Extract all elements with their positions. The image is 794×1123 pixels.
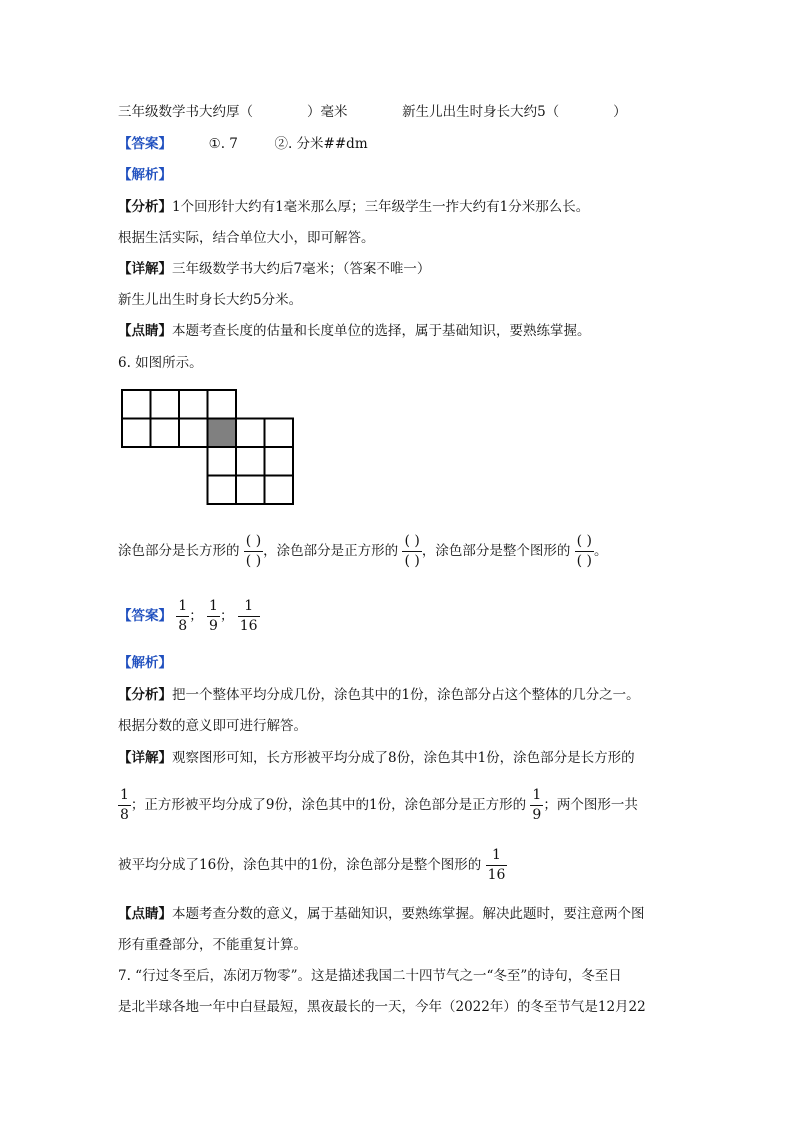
q6-xiangjie-fraction-2 — [530, 786, 543, 825]
separator: ； — [189, 608, 203, 624]
q6-fenxi-text-2: 根据分数的意义即可进行解答。 — [118, 718, 307, 734]
numerator: 1 — [118, 786, 131, 806]
q5-fenxi-line-2 — [118, 228, 375, 248]
q6-fill-text-1: 涂色部分是长方形的 — [118, 543, 240, 559]
q6-blank-fraction-3[interactable] — [575, 532, 594, 571]
q5-dianjing-text: 本题考查长度的估量和长度单位的选择，属于基础知识，要熟练掌握。 — [172, 323, 591, 339]
q5-dianjing-label: 【点睛】 — [118, 323, 172, 339]
q6-title — [118, 353, 203, 373]
q6-dianjing-text: 本题考查分数的意义，属于基础知识，要熟练掌握。解决此题时，要注意两个图 — [172, 906, 645, 922]
grid-cell — [236, 419, 265, 448]
grid-cell — [122, 419, 151, 448]
q5-fenxi-line — [118, 197, 589, 217]
q6-xiangjie-fraction-1 — [118, 786, 131, 825]
blank-numerator: ( ) — [402, 532, 421, 552]
q5-xiangjie-line — [118, 259, 430, 279]
q6-fill-text-2: ，涂色部分是正方形的 — [263, 543, 399, 559]
denominator: 8 — [178, 618, 188, 634]
q6-xiangjie-line-2 — [118, 786, 638, 825]
q6-fenxi-line — [118, 685, 640, 705]
numerator: 1 — [207, 597, 220, 617]
numerator: 1 — [238, 597, 260, 617]
q6-grid-figure — [120, 388, 300, 510]
grid-cell — [265, 419, 294, 448]
q5-prompt-a: 三年级数学书大约厚（ ）毫米 — [118, 104, 348, 120]
q5-fenxi-text-2: 根据生活实际，结合单位大小，即可解答。 — [118, 230, 375, 246]
q5-xiangjie-line-2 — [118, 290, 302, 310]
q6-fill-text-3: ，涂色部分是整个图形的 — [421, 543, 571, 559]
q6-xiangjie-text-1: 观察图形可知，长方形被平均分成了8份，涂色其中1份，涂色部分是长方形的 — [172, 750, 635, 766]
blank-denominator: ( ) — [245, 553, 262, 569]
grid-cell — [179, 390, 208, 419]
q6-answer-label: 【答案】 — [118, 608, 172, 624]
q6-xiangjie-line — [118, 748, 635, 768]
q5-answer-1: ①. 7 — [208, 136, 238, 152]
denominator: 16 — [239, 618, 258, 634]
grid-cell-shaded — [208, 419, 237, 448]
q5-xiangjie-text: 三年级数学书大约后7毫米；（答案不唯一） — [172, 261, 431, 277]
denominator: 9 — [209, 618, 218, 634]
q6-xiangjie-fraction-3 — [486, 846, 508, 885]
q7-text-1: 7. “行过冬至后，冻闭万物零”。这是描述我国二十四节气之一“冬至”的诗句，冬至日 — [118, 968, 622, 984]
grid-cell — [122, 390, 151, 419]
q5-fenxi-text: 1个回形针大约有1毫米那么厚；三年级学生一拃大约有1分米那么长。 — [172, 199, 590, 215]
grid-cell — [208, 447, 237, 476]
grid-cell — [236, 447, 265, 476]
denominator: 8 — [120, 807, 129, 823]
q6-answer-fraction-1 — [176, 597, 189, 636]
blank-numerator: ( ) — [575, 532, 594, 552]
grid-cell — [265, 447, 294, 476]
blank-denominator: ( ) — [404, 553, 420, 569]
q6-fenxi-line-2 — [118, 716, 307, 736]
q6-fill-line — [118, 532, 608, 571]
q7-text-2: 是北半球各地一年中白昼最短，黑夜最长的一天，今年（2022年）的冬至节气是12月22 — [118, 999, 646, 1015]
q6-title-text: 6. 如图所示。 — [118, 355, 203, 371]
grid-cell — [208, 390, 237, 419]
grid-cell — [151, 390, 180, 419]
q6-xiangjie-text-3: ；两个图形一共 — [543, 797, 638, 813]
q7-line-1 — [118, 966, 622, 986]
q5-dianjing-line — [118, 321, 591, 341]
grid-cell — [179, 419, 208, 448]
q5-prompt-line — [118, 102, 627, 122]
q6-dianjing-label: 【点睛】 — [118, 906, 172, 922]
q6-answer-fraction-3 — [238, 597, 260, 636]
denominator: 9 — [532, 807, 542, 823]
q6-xiangjie-text-4: 被平均分成了16份，涂色其中的1份，涂色部分是整个图形的 — [118, 857, 482, 873]
q5-analysis-label: 【解析】 — [118, 167, 172, 183]
q6-dianjing-line-2 — [118, 935, 307, 955]
q6-dianjing-line — [118, 904, 645, 924]
blank-denominator: ( ) — [576, 553, 593, 569]
numerator: 1 — [530, 786, 543, 806]
q5-answer-line — [118, 134, 368, 154]
q6-xiangjie-line-3 — [118, 846, 507, 885]
q5-answer-2: ②. 分米##dm — [274, 136, 368, 152]
q6-blank-fraction-1[interactable] — [244, 532, 263, 571]
q5-answer-label: 【答案】 — [118, 136, 172, 152]
grid-cell — [265, 476, 294, 505]
q5-analysis-line — [118, 165, 172, 185]
grid-cell — [208, 476, 237, 505]
q6-analysis-label: 【解析】 — [118, 655, 172, 671]
q6-answer-fraction-2 — [207, 597, 220, 636]
grid-cell — [151, 419, 180, 448]
q7-line-2 — [118, 997, 646, 1017]
q6-dianjing-text-2: 形有重叠部分，不能重复计算。 — [118, 937, 307, 953]
q6-fill-end: 。 — [594, 543, 608, 559]
separator: ； — [219, 608, 234, 624]
q6-fenxi-text: 把一个整体平均分成几份，涂色其中的1份，涂色部分占这个整体的几分之一。 — [172, 687, 640, 703]
numerator: 1 — [486, 846, 508, 866]
q6-blank-fraction-2[interactable] — [402, 532, 421, 571]
q5-prompt-b: 新生儿出生时身长大约5（ ） — [402, 104, 627, 120]
q6-answer-line — [118, 597, 260, 636]
q6-fenxi-label: 【分析】 — [118, 687, 172, 703]
q6-xiangjie-label: 【详解】 — [118, 750, 172, 766]
grid-cell — [236, 476, 265, 505]
q6-xiangjie-text-2: ；正方形被平均分成了9份，涂色其中的1份，涂色部分是正方形的 — [130, 797, 527, 813]
q5-fenxi-label: 【分析】 — [118, 199, 172, 215]
q6-analysis-line — [118, 653, 172, 673]
q5-xiangjie-label: 【详解】 — [118, 261, 172, 277]
q5-xiangjie-text-2: 新生儿出生时身长大约5分米。 — [118, 292, 303, 308]
numerator: 1 — [176, 597, 189, 617]
denominator: 16 — [487, 867, 506, 883]
blank-numerator: ( ) — [244, 532, 263, 552]
